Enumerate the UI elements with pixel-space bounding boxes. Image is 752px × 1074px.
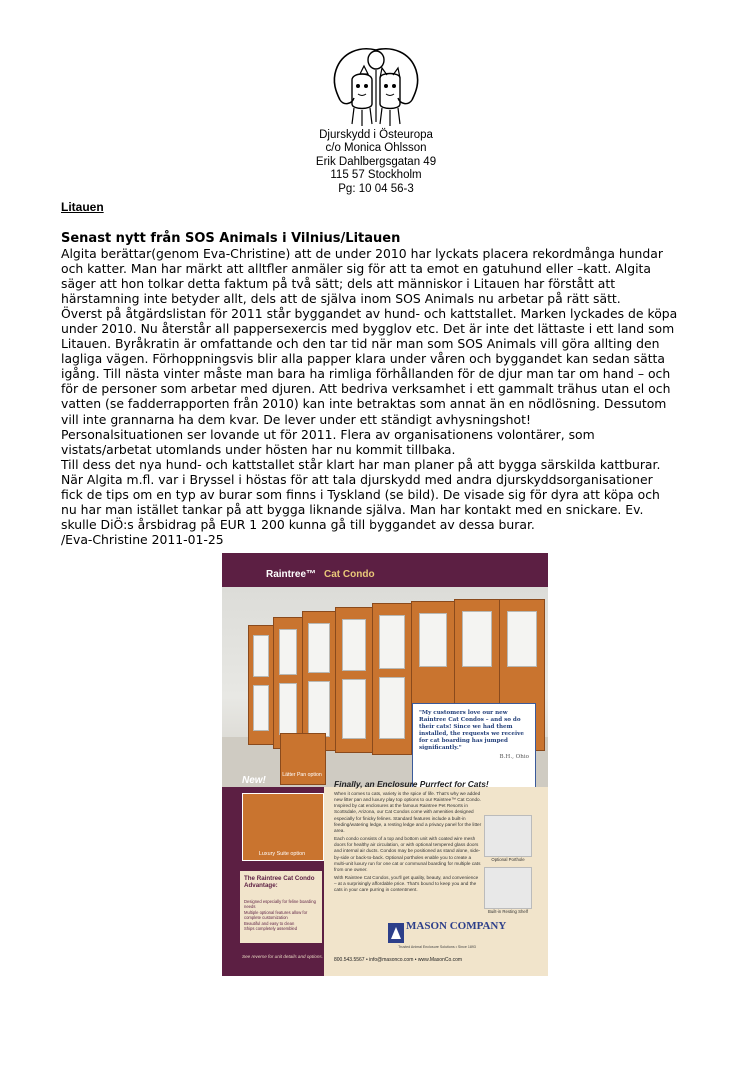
see-reverse-note: See reverse for unit details and options. — [242, 954, 323, 959]
article-line: lagliga vägen. Förhoppningsvis blir alla papper klara under våren och byggandet kan sedan sätta — [61, 351, 666, 367]
condo-door — [342, 619, 366, 671]
condo-door — [462, 611, 492, 667]
quote-text: "My customers love our new Raintree Cat Condos – and so do their cats! Since we had them installed, the requests we receive for cat boarding has jumped significantly." — [419, 710, 524, 751]
address-line: 115 57 Stockholm — [330, 169, 422, 182]
address-line: Erik Dahlbergsgatan 49 — [315, 155, 437, 168]
quote-signature: B.H., Ohio — [499, 754, 529, 760]
company-name: MASON COMPANY — [406, 920, 507, 932]
brochure-paragraph: Each condo consists of a top and bottom unit with coated wire mesh doors for healthy air circulation, or with optional tempered glass doors and internal air ducts. Condos may be positioned as stand alone, side-by-side or back-to-back. Optional portholes enable you to create a multi-unit luxury run for one cat or communal boarding for multiple cats from one owner. — [334, 836, 481, 872]
advantage-item: Ships completely assembled — [244, 926, 298, 932]
brochure-paragraph: When it comes to cats, variety is the spice of life. That's why we added new litter pan and luxury play top options to our Raintree™ Cat Condo. Inspired by cat enclosures at the famous Raintree Pet Resorts in Scottsdale, Arizona, our Cat Condos come with amenities designed especially for finicky felines. Standard features include a built-in feeding/watering ledge, a resting ledge and a privacy panel for the litter area. — [334, 791, 482, 833]
article-line: fick de tips om en typ av burar som finns i Tyskland (se bild). De visade sig för dyra att köpa och — [61, 486, 660, 502]
article-line: för de personer som arbetar med djuren. Att bedriva verksamhet i ett gammalt trähus utan el och — [61, 381, 671, 397]
article-line: vatten (se fadderrapporten från 2010) kan inte betraktas som annat än en nödlösning. Dessutom — [61, 396, 667, 412]
article-heading: Senast nytt från SOS Animals i Vilnius/Litauen — [61, 231, 401, 246]
address-line: c/o Monica Ohlsson — [325, 142, 427, 155]
luxury-suite-caption: Luxury Suite option — [258, 851, 306, 857]
new-label: New! — [242, 775, 266, 786]
address-line: Djurskydd i Östeuropa — [319, 129, 433, 141]
article-signature: /Eva-Christine 2011-01-25 — [61, 531, 224, 547]
porthole-cat-photo — [484, 815, 532, 857]
article-line: under 2010. Nu återstår all pappersexercis med bygglov etc. Det är inte det lättaste i ett land som — [61, 321, 675, 337]
cat-condo-photo — [222, 587, 548, 787]
brochure-contact: 800.543.5567 • info@masonco.com • www.MasonCo.com — [334, 957, 463, 963]
litter-pan-caption: Lätter Pan option — [282, 772, 322, 778]
brochure-paragraph: With Raintree Cat Condos, you'll get quality, beauty, and convenience – at a surprisingly affordable price. That's bound to keep you and the cats in your care purring in contentment. — [334, 875, 479, 893]
cat-and-dog-logo-icon — [330, 44, 422, 128]
advantage-item: Beautiful and easy to clean — [244, 920, 295, 926]
article-line: säger att hon tolkar detta faktum på två sätt; dels att människor i Litauen har förstått att — [61, 276, 616, 292]
porthole-caption: Optional Porthole — [491, 857, 525, 862]
brochure-headline: Finally, an Enclosure Purrfect for Cats! — [334, 779, 489, 789]
article-line: skulle DiÖ:s årsbidrag på EUR 1 200 kunna gå till byggandet av dessa burar. — [61, 516, 535, 532]
advantage-item: Designed especially for feline boarding needs — [244, 899, 316, 910]
article-line: och katter. Man har märkt att alltfler anmäler sig för att ta emot en gatuhund eller –katt. Algita — [61, 261, 651, 277]
company-tagline: Trusted Animal Enclosure Solutions • Since 1893 — [398, 945, 476, 949]
condo-door — [253, 685, 269, 731]
advantage-title: The Raintree Cat Condo Advantage: — [244, 875, 315, 889]
article-line: vill inte grannarna ha dem kvar. De lever under ett ständigt avhysningshot! — [61, 411, 531, 427]
brochure-product: Cat Condo — [324, 569, 375, 580]
condo-door — [253, 635, 269, 677]
resting-shelf-cat-photo — [484, 867, 532, 909]
condo-door — [342, 679, 366, 739]
condo-door — [419, 613, 447, 667]
condo-door — [308, 681, 330, 737]
condo-door — [507, 611, 537, 667]
article-line: Litauen. Byråkratin är omfattande och den tar tid när man som SOS Animals vill göra allting den — [61, 336, 660, 352]
brochure-body — [334, 791, 482, 896]
article-line: Överst på åtgärdslistan för 2011 står byggandet av hund- och kattstallet. Marken lyckades de köpa — [61, 306, 678, 322]
address-line: Pg: 10 04 56-3 — [338, 182, 414, 195]
condo-door — [279, 683, 297, 735]
section-label: Litauen — [61, 200, 104, 214]
article-line: vistats/arbetat utomlands under hösten har nu kommit tillbaka. — [61, 441, 456, 457]
cat-condo-brochure — [222, 553, 548, 976]
condo-door — [379, 615, 405, 669]
brochure-brand: Raintree™ — [266, 569, 317, 580]
article-line: igång. Till nästa vinter måste man bara ha rimliga förhållanden för de djur man tar om hand – och — [61, 366, 671, 382]
article-line: Algita berättar(genom Eva-Christine) att de under 2010 har lyckats placera rekordmånga hundar — [61, 246, 663, 261]
article-line: härstamning inte betyder allt, dels att de själva inom SOS Animals nu arbetar på rätt sätt. — [61, 291, 621, 307]
condo-door — [379, 677, 405, 739]
article-line: När Algita m.fl. var i Bryssel i höstas för att tala djurskydd med andra djurskyddsorganisationer — [61, 471, 653, 487]
article-line: Personalsituationen ser lovande ut för 2011. Flera av organisationens volontärer, som — [61, 426, 595, 442]
customer-quote — [412, 703, 536, 787]
article-line: nu har man istället tankar på att bygga liknande själva. Man har kontakt med en snickare. Ev. — [61, 501, 644, 517]
condo-door — [308, 623, 330, 673]
advantage-list — [244, 899, 320, 931]
resting-shelf-caption: Built-in Resting Shelf — [488, 909, 528, 914]
article-body — [61, 246, 701, 547]
condo-door — [279, 629, 297, 675]
letterhead-address — [250, 129, 502, 196]
brochure-title — [266, 569, 375, 580]
advantage-item: Multiple optional features allow for complete customization — [244, 909, 308, 921]
article-line: Till dess det nya hund- och kattstallet står klart har man planer på att bygga särskilda kattburar. — [61, 456, 661, 472]
